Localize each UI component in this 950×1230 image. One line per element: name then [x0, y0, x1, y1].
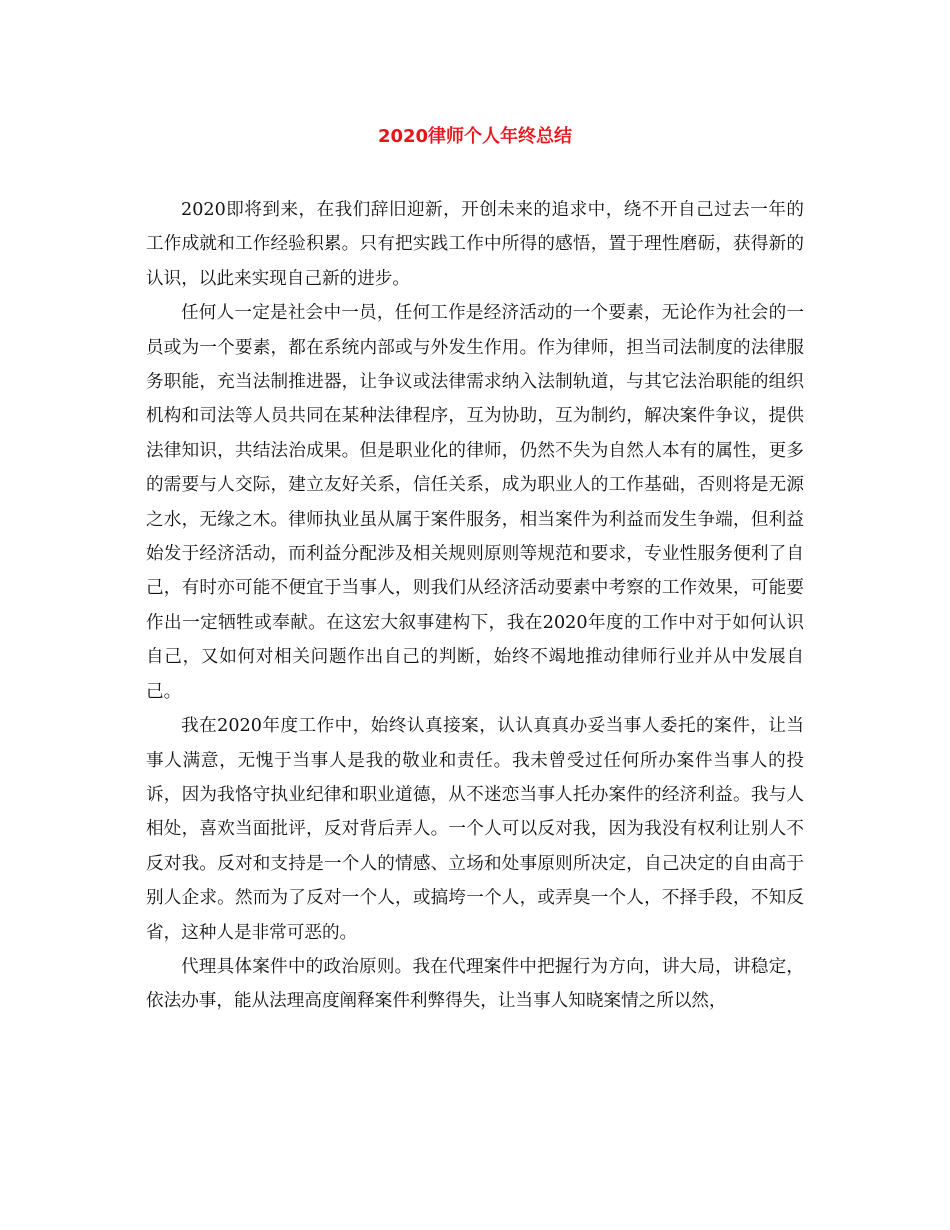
paragraph-3: 我在2020年度工作中，始终认真接案，认认真真办妥当事人委托的案件，让当事人满意，无愧于当事人是我的敬业和责任。我未曾受过任何所办案件当事人的投诉，因为我恪守执业纪律和职业道德，从不迷恋当事人托办案件的经济利益。我与人相处，喜欢当面批评，反对背后弄人。一个人可以反对我，因为我没有权利让别人不反对我。反对和支持是一个人的情感、立场和处事原则所决定，自己决定的自由高于别人企求。然而为了反对一个人，或搞垮一个人，或弄臭一个人，不择手段，不知反省，这种人是非常可恶的。 [146, 716, 804, 943]
paragraph-1: 2020即将到来，在我们辞旧迎新，开创未来的追求中，绕不开自己过去一年的工作成就和工作经验积累。只有把实践工作中所得的感悟，置于理性磨砺，获得新的认识，以此来实现自己新的进步。 [146, 200, 804, 289]
paragraph-2: 任何人一定是社会中一员，任何工作是经济活动的一个要素，无论作为社会的一员或为一个要素，都在系统内部或与外发生作用。作为律师，担当司法制度的法律服务职能，充当法制推进器，让争议或法律需求纳入法制轨道，与其它法治职能的组织机构和司法等人员共同在某种法律程序，互为协助，互为制约，解决案件争议，提供法律知识，共结法治成果。但是职业化的律师，仍然不失为自然人本有的属性，更多的需要与人交际，建立友好关系，信任关系，成为职业人的工作基础，否则将是无源之水，无缘之木。律师执业虽从属于案件服务，相当案件为利益而发生争端，但利益始发于经济活动，而利益分配涉及相关规则原则等规范和要求，专业性服务便利了自己，有时亦可能不便宜于当事人，则我们从经济活动要素中考察的工作效果，可能要作出一定牺牲或奉献。在这宏大叙事建构下，我在2020年度的工作中对于如何认识自己，又如何对相关问题作出自己的判断，始终不竭地推动律师行业并从中发展自己。 [146, 303, 804, 702]
paragraph-4: 代理具体案件中的政治原则。我在代理案件中把握行为方向，讲大局，讲稳定，依法办事，能从法理高度阐释案件利弊得失，让当事人知晓案情之所以然， [146, 956, 804, 1012]
document-body [146, 193, 804, 1019]
document-title: 2020律师个人年终总结 [377, 126, 573, 147]
